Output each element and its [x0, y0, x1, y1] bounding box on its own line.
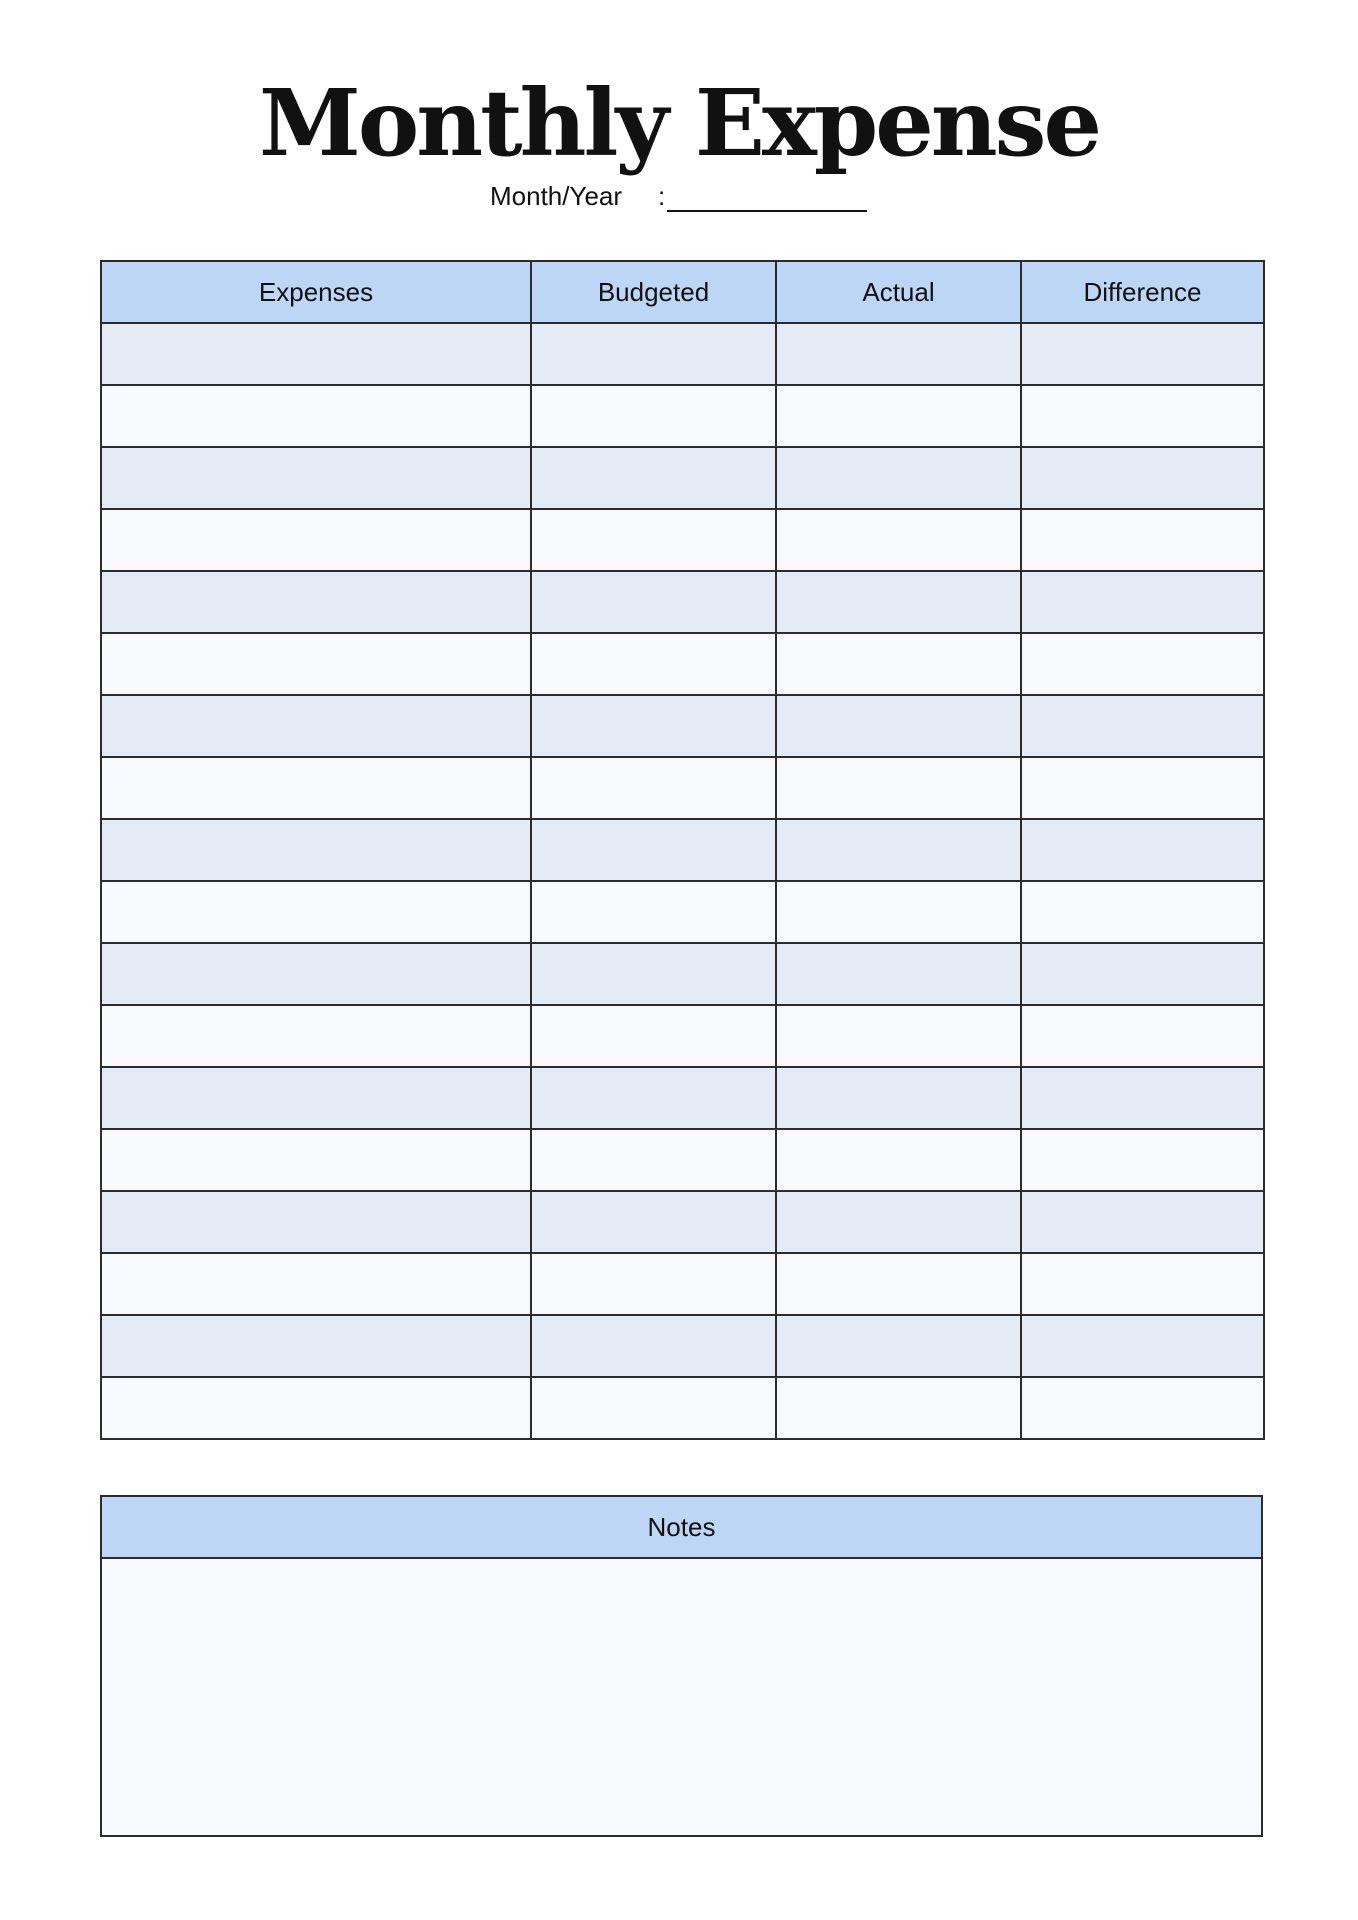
budgeted-cell[interactable]	[531, 571, 776, 633]
expense-cell[interactable]	[101, 385, 531, 447]
actual-cell[interactable]	[776, 633, 1021, 695]
actual-cell[interactable]	[776, 1191, 1021, 1253]
actual-cell[interactable]	[776, 1067, 1021, 1129]
month-year-separator: :	[658, 181, 666, 211]
actual-cell[interactable]	[776, 1315, 1021, 1377]
expense-cell[interactable]	[101, 1253, 531, 1315]
difference-cell[interactable]	[1021, 571, 1264, 633]
table-row	[101, 1191, 1264, 1253]
actual-cell[interactable]	[776, 943, 1021, 1005]
notes-area[interactable]	[101, 1558, 1262, 1836]
difference-cell[interactable]	[1021, 819, 1264, 881]
expense-cell[interactable]	[101, 1377, 531, 1439]
actual-cell[interactable]	[776, 385, 1021, 447]
budgeted-cell[interactable]	[531, 695, 776, 757]
difference-cell[interactable]	[1021, 633, 1264, 695]
expense-cell[interactable]	[101, 1005, 531, 1067]
expense-cell[interactable]	[101, 1191, 531, 1253]
table-row	[101, 633, 1264, 695]
table-row	[101, 1253, 1264, 1315]
budgeted-cell[interactable]	[531, 1253, 776, 1315]
table-row	[101, 1377, 1264, 1439]
table-row	[101, 881, 1264, 943]
table-row	[101, 571, 1264, 633]
notes-header-row	[101, 1496, 1262, 1558]
notes-header: Notes	[101, 1496, 1262, 1558]
expense-cell[interactable]	[101, 1129, 531, 1191]
difference-cell[interactable]	[1021, 757, 1264, 819]
budgeted-cell[interactable]	[531, 447, 776, 509]
expense-cell[interactable]	[101, 447, 531, 509]
actual-cell[interactable]	[776, 509, 1021, 571]
budgeted-cell[interactable]	[531, 757, 776, 819]
difference-cell[interactable]	[1021, 1191, 1264, 1253]
expense-cell[interactable]	[101, 1315, 531, 1377]
table-row	[101, 695, 1264, 757]
expense-cell[interactable]	[101, 1067, 531, 1129]
table-row	[101, 323, 1264, 385]
actual-cell[interactable]	[776, 571, 1021, 633]
table-row	[101, 943, 1264, 1005]
expense-cell[interactable]	[101, 695, 531, 757]
budgeted-cell[interactable]	[531, 1067, 776, 1129]
table-row	[101, 509, 1264, 571]
month-year-field	[490, 176, 867, 212]
table-row	[101, 1315, 1264, 1377]
budgeted-cell[interactable]	[531, 1129, 776, 1191]
table-row	[101, 1067, 1264, 1129]
expense-cell[interactable]	[101, 509, 531, 571]
actual-cell[interactable]	[776, 819, 1021, 881]
actual-cell[interactable]	[776, 447, 1021, 509]
budgeted-cell[interactable]	[531, 881, 776, 943]
notes-body-row	[101, 1558, 1262, 1836]
expense-cell[interactable]	[101, 881, 531, 943]
month-year-label: Month/Year	[490, 181, 623, 211]
actual-cell[interactable]	[776, 881, 1021, 943]
expense-cell[interactable]	[101, 819, 531, 881]
difference-cell[interactable]	[1021, 695, 1264, 757]
table-row	[101, 757, 1264, 819]
column-header-difference: Difference	[1021, 261, 1264, 323]
actual-cell[interactable]	[776, 695, 1021, 757]
difference-cell[interactable]	[1021, 1377, 1264, 1439]
expense-cell[interactable]	[101, 571, 531, 633]
budgeted-cell[interactable]	[531, 1005, 776, 1067]
actual-cell[interactable]	[776, 1129, 1021, 1191]
difference-cell[interactable]	[1021, 1067, 1264, 1129]
difference-cell[interactable]	[1021, 1129, 1264, 1191]
budgeted-cell[interactable]	[531, 1377, 776, 1439]
expense-table	[100, 260, 1265, 1440]
table-row	[101, 1005, 1264, 1067]
actual-cell[interactable]	[776, 323, 1021, 385]
actual-cell[interactable]	[776, 1005, 1021, 1067]
budgeted-cell[interactable]	[531, 1315, 776, 1377]
expense-cell[interactable]	[101, 943, 531, 1005]
difference-cell[interactable]	[1021, 1315, 1264, 1377]
expense-cell[interactable]	[101, 633, 531, 695]
difference-cell[interactable]	[1021, 509, 1264, 571]
budgeted-cell[interactable]	[531, 1191, 776, 1253]
actual-cell[interactable]	[776, 757, 1021, 819]
difference-cell[interactable]	[1021, 385, 1264, 447]
notes-table	[100, 1495, 1263, 1837]
difference-cell[interactable]	[1021, 323, 1264, 385]
month-year-blank-line[interactable]	[667, 182, 867, 212]
budgeted-cell[interactable]	[531, 943, 776, 1005]
difference-cell[interactable]	[1021, 943, 1264, 1005]
column-header-expenses: Expenses	[101, 261, 531, 323]
difference-cell[interactable]	[1021, 447, 1264, 509]
column-header-budgeted: Budgeted	[531, 261, 776, 323]
table-row	[101, 447, 1264, 509]
table-row	[101, 819, 1264, 881]
page-title: Monthly Expense	[259, 69, 1099, 177]
actual-cell[interactable]	[776, 1253, 1021, 1315]
expense-cell[interactable]	[101, 757, 531, 819]
budgeted-cell[interactable]	[531, 509, 776, 571]
column-header-actual: Actual	[776, 261, 1021, 323]
table-row	[101, 385, 1264, 447]
expense-table-body	[101, 323, 1264, 1439]
table-row	[101, 1129, 1264, 1191]
expense-table-header-row	[101, 261, 1264, 323]
budgeted-cell[interactable]	[531, 819, 776, 881]
actual-cell[interactable]	[776, 1377, 1021, 1439]
budgeted-cell[interactable]	[531, 385, 776, 447]
budgeted-cell[interactable]	[531, 633, 776, 695]
budgeted-cell[interactable]	[531, 323, 776, 385]
difference-cell[interactable]	[1021, 1253, 1264, 1315]
expense-cell[interactable]	[101, 323, 531, 385]
difference-cell[interactable]	[1021, 1005, 1264, 1067]
difference-cell[interactable]	[1021, 881, 1264, 943]
